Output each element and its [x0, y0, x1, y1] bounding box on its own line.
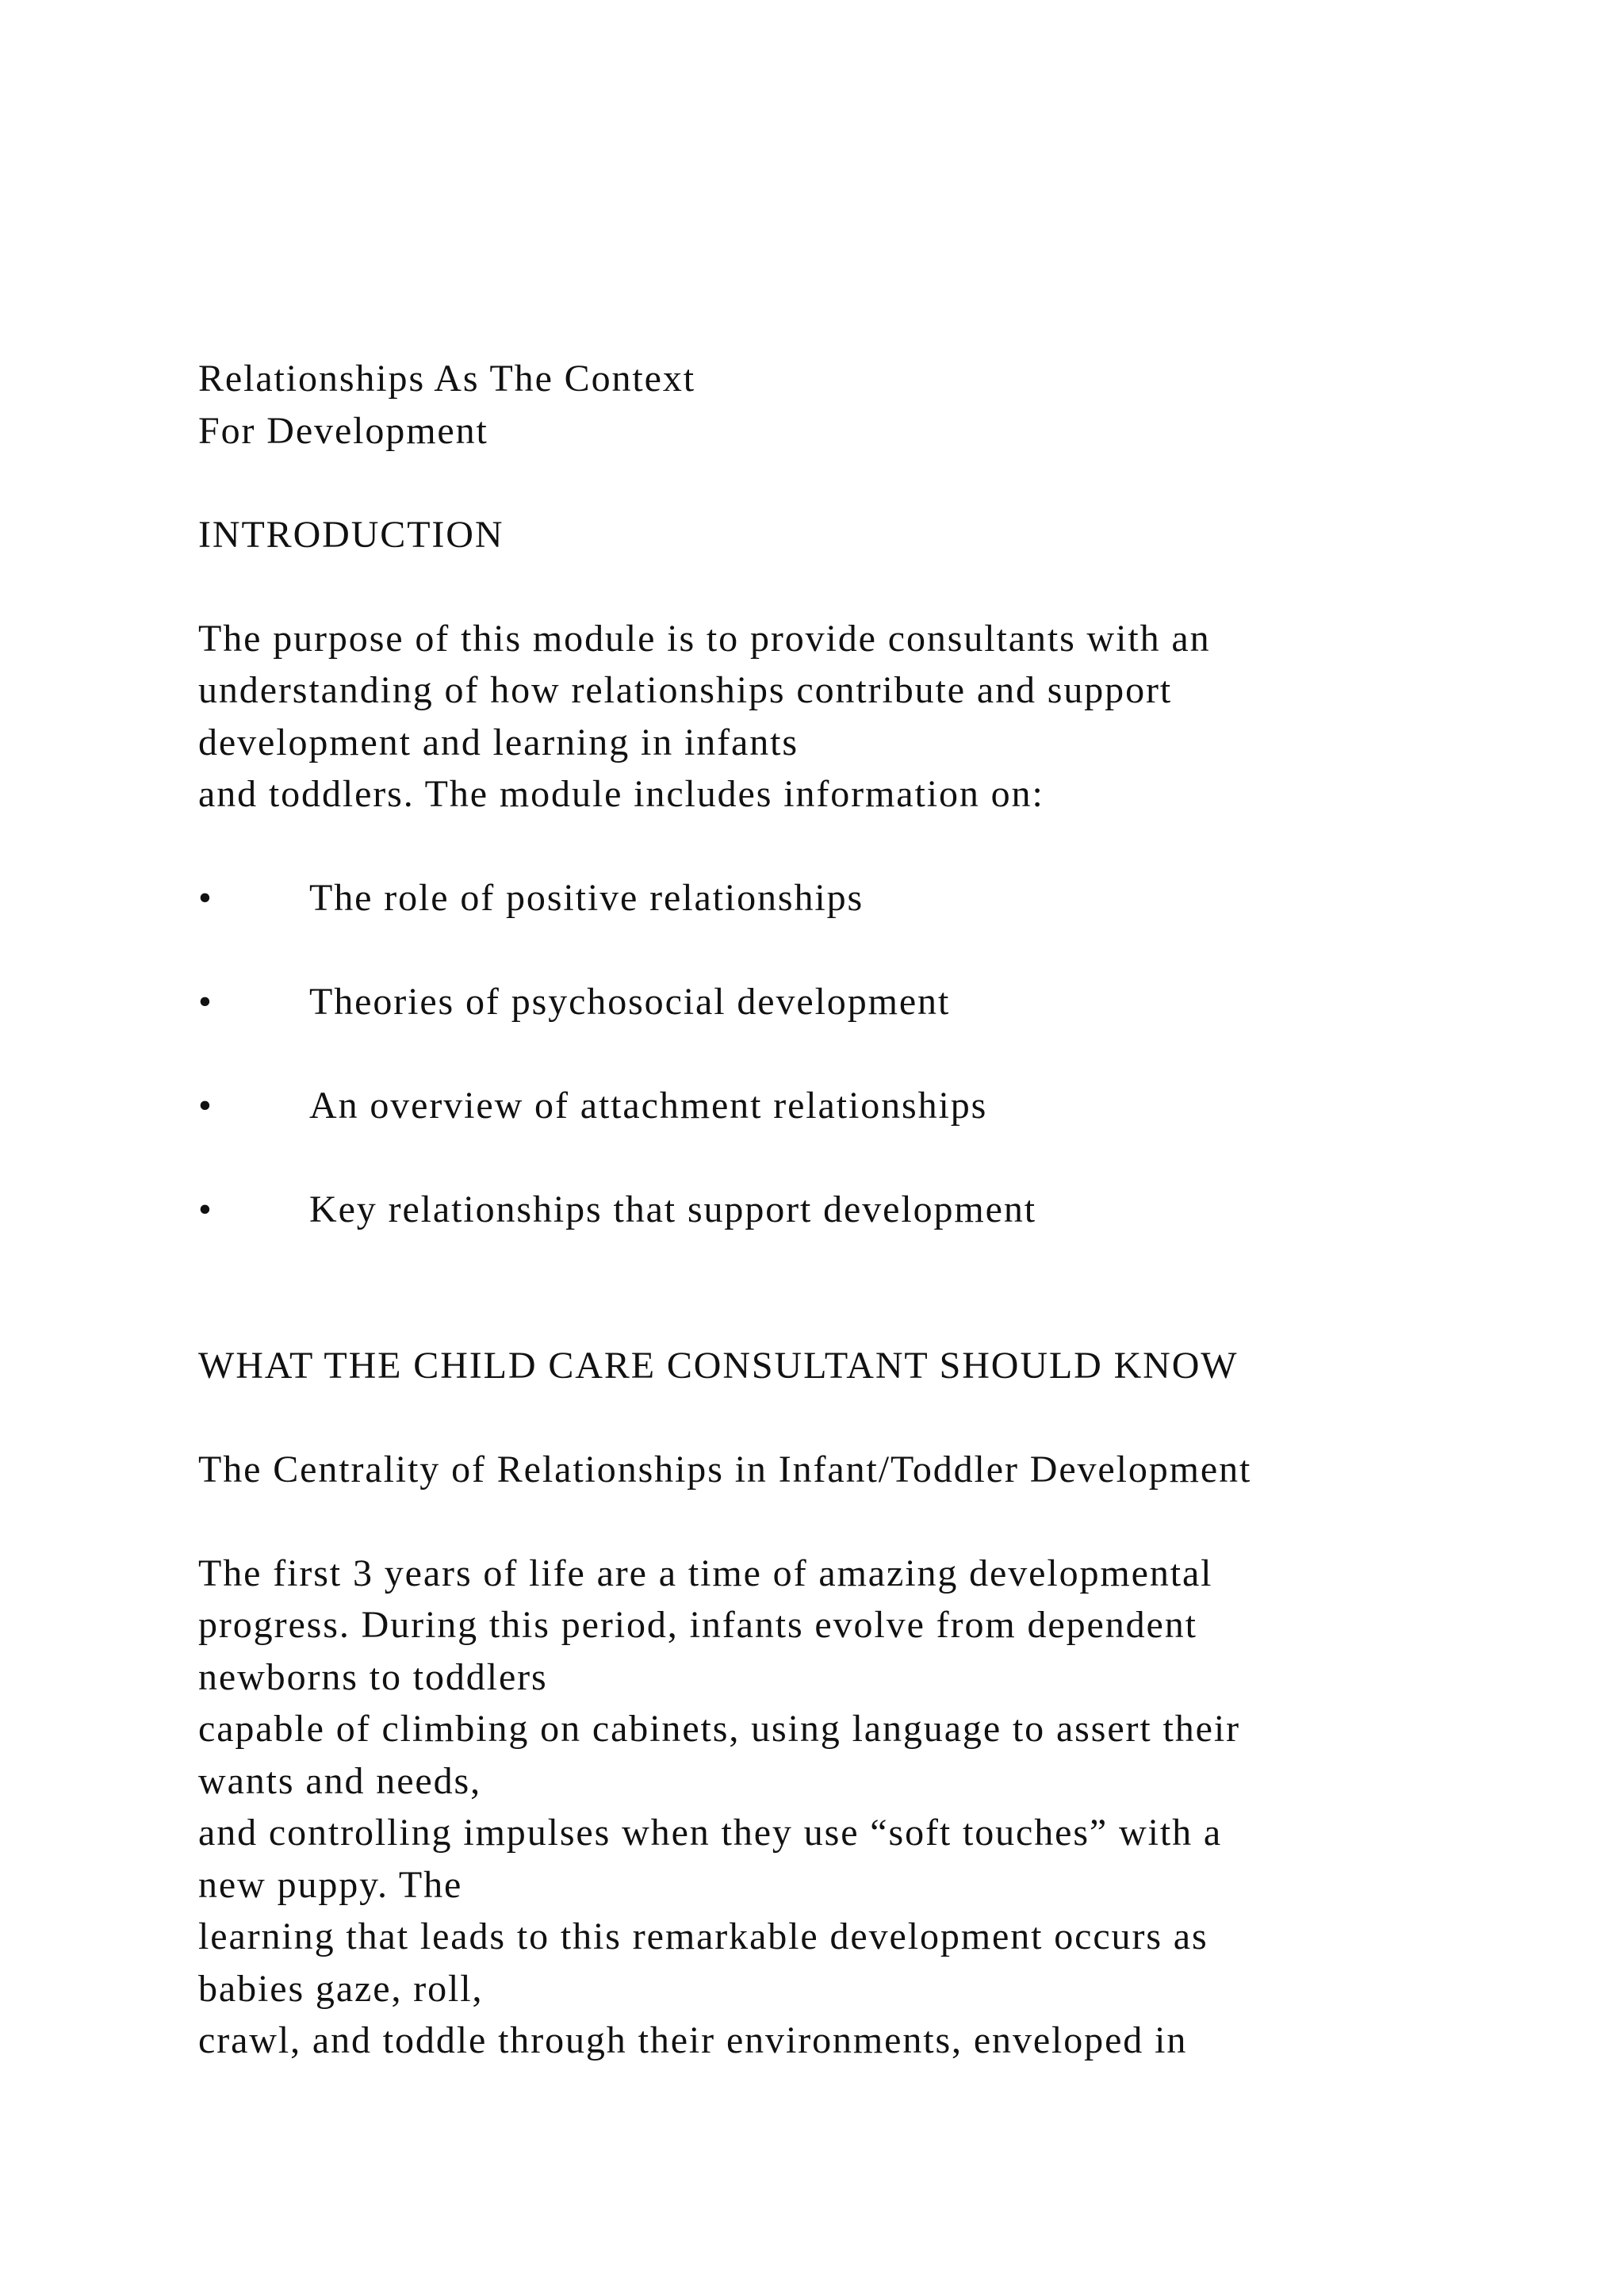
intro-paragraph-line: and toddlers. The module includes information on:: [198, 773, 1044, 815]
spacer: [198, 1132, 1546, 1184]
spacer: [198, 457, 1546, 509]
document-title-line-1: Relationships As The Context: [198, 358, 695, 400]
spacer: [198, 1495, 1546, 1548]
intro-paragraph: [198, 613, 1546, 821]
bullet-item: [198, 976, 1546, 1028]
topic-bullet-list: [198, 872, 1546, 1236]
bullet-text: The role of positive relationships: [309, 877, 864, 919]
body-paragraph-line: progress. During this period, infants evolve from dependent: [198, 1604, 1197, 1646]
bullet-text: Theories of psychosocial development: [309, 981, 951, 1023]
body-paragraph: [198, 1548, 1546, 2067]
body-paragraph-line: wants and needs,: [198, 1759, 481, 1802]
spacer: [198, 1391, 1546, 1444]
body-paragraph-line: crawl, and toddle through their environments, enveloped in: [198, 2019, 1188, 2061]
intro-paragraph-line: development and learning in infants: [198, 721, 799, 763]
spacer: [198, 561, 1546, 613]
bullet-marker: •: [198, 877, 213, 919]
body-paragraph-line: capable of climbing on cabinets, using language to assert their: [198, 1708, 1241, 1750]
bullet-item: [198, 1080, 1546, 1132]
body-paragraph-line: babies gaze, roll,: [198, 1967, 484, 2010]
section-heading: WHAT THE CHILD CARE CONSULTANT SHOULD KNOW: [198, 1344, 1239, 1387]
document-page: [198, 353, 1546, 2067]
body-paragraph-line: newborns to toddlers: [198, 1655, 548, 1698]
body-paragraph-line: and controlling impulses when they use “soft touches” with a: [198, 1812, 1223, 1854]
body-paragraph-line: new puppy. The: [198, 1863, 463, 1906]
intro-paragraph-line: understanding of how relationships contribute and support: [198, 669, 1173, 711]
bullet-text: An overview of attachment relationships: [309, 1085, 988, 1127]
spacer: [198, 1288, 1546, 1340]
bullet-marker: •: [198, 981, 213, 1023]
body-paragraph-line: The first 3 years of life are a time of amazing developmental: [198, 1552, 1213, 1594]
spacer: [198, 1028, 1546, 1081]
bullet-marker: •: [198, 1188, 213, 1230]
section-subheading: The Centrality of Relationships in Infant/Toddler Development: [198, 1448, 1252, 1490]
bullet-marker: •: [198, 1085, 213, 1127]
bullet-item: [198, 1184, 1546, 1236]
spacer: [198, 1236, 1546, 1288]
intro-heading: INTRODUCTION: [198, 513, 504, 556]
document-title-line-2: For Development: [198, 409, 488, 452]
spacer: [198, 924, 1546, 977]
bullet-item: [198, 872, 1546, 924]
intro-paragraph-line: The purpose of this module is to provide consultants with an: [198, 617, 1211, 660]
body-paragraph-line: learning that leads to this remarkable development occurs as: [198, 1915, 1208, 1957]
bullet-text: Key relationships that support development: [309, 1188, 1036, 1230]
spacer: [198, 821, 1546, 873]
